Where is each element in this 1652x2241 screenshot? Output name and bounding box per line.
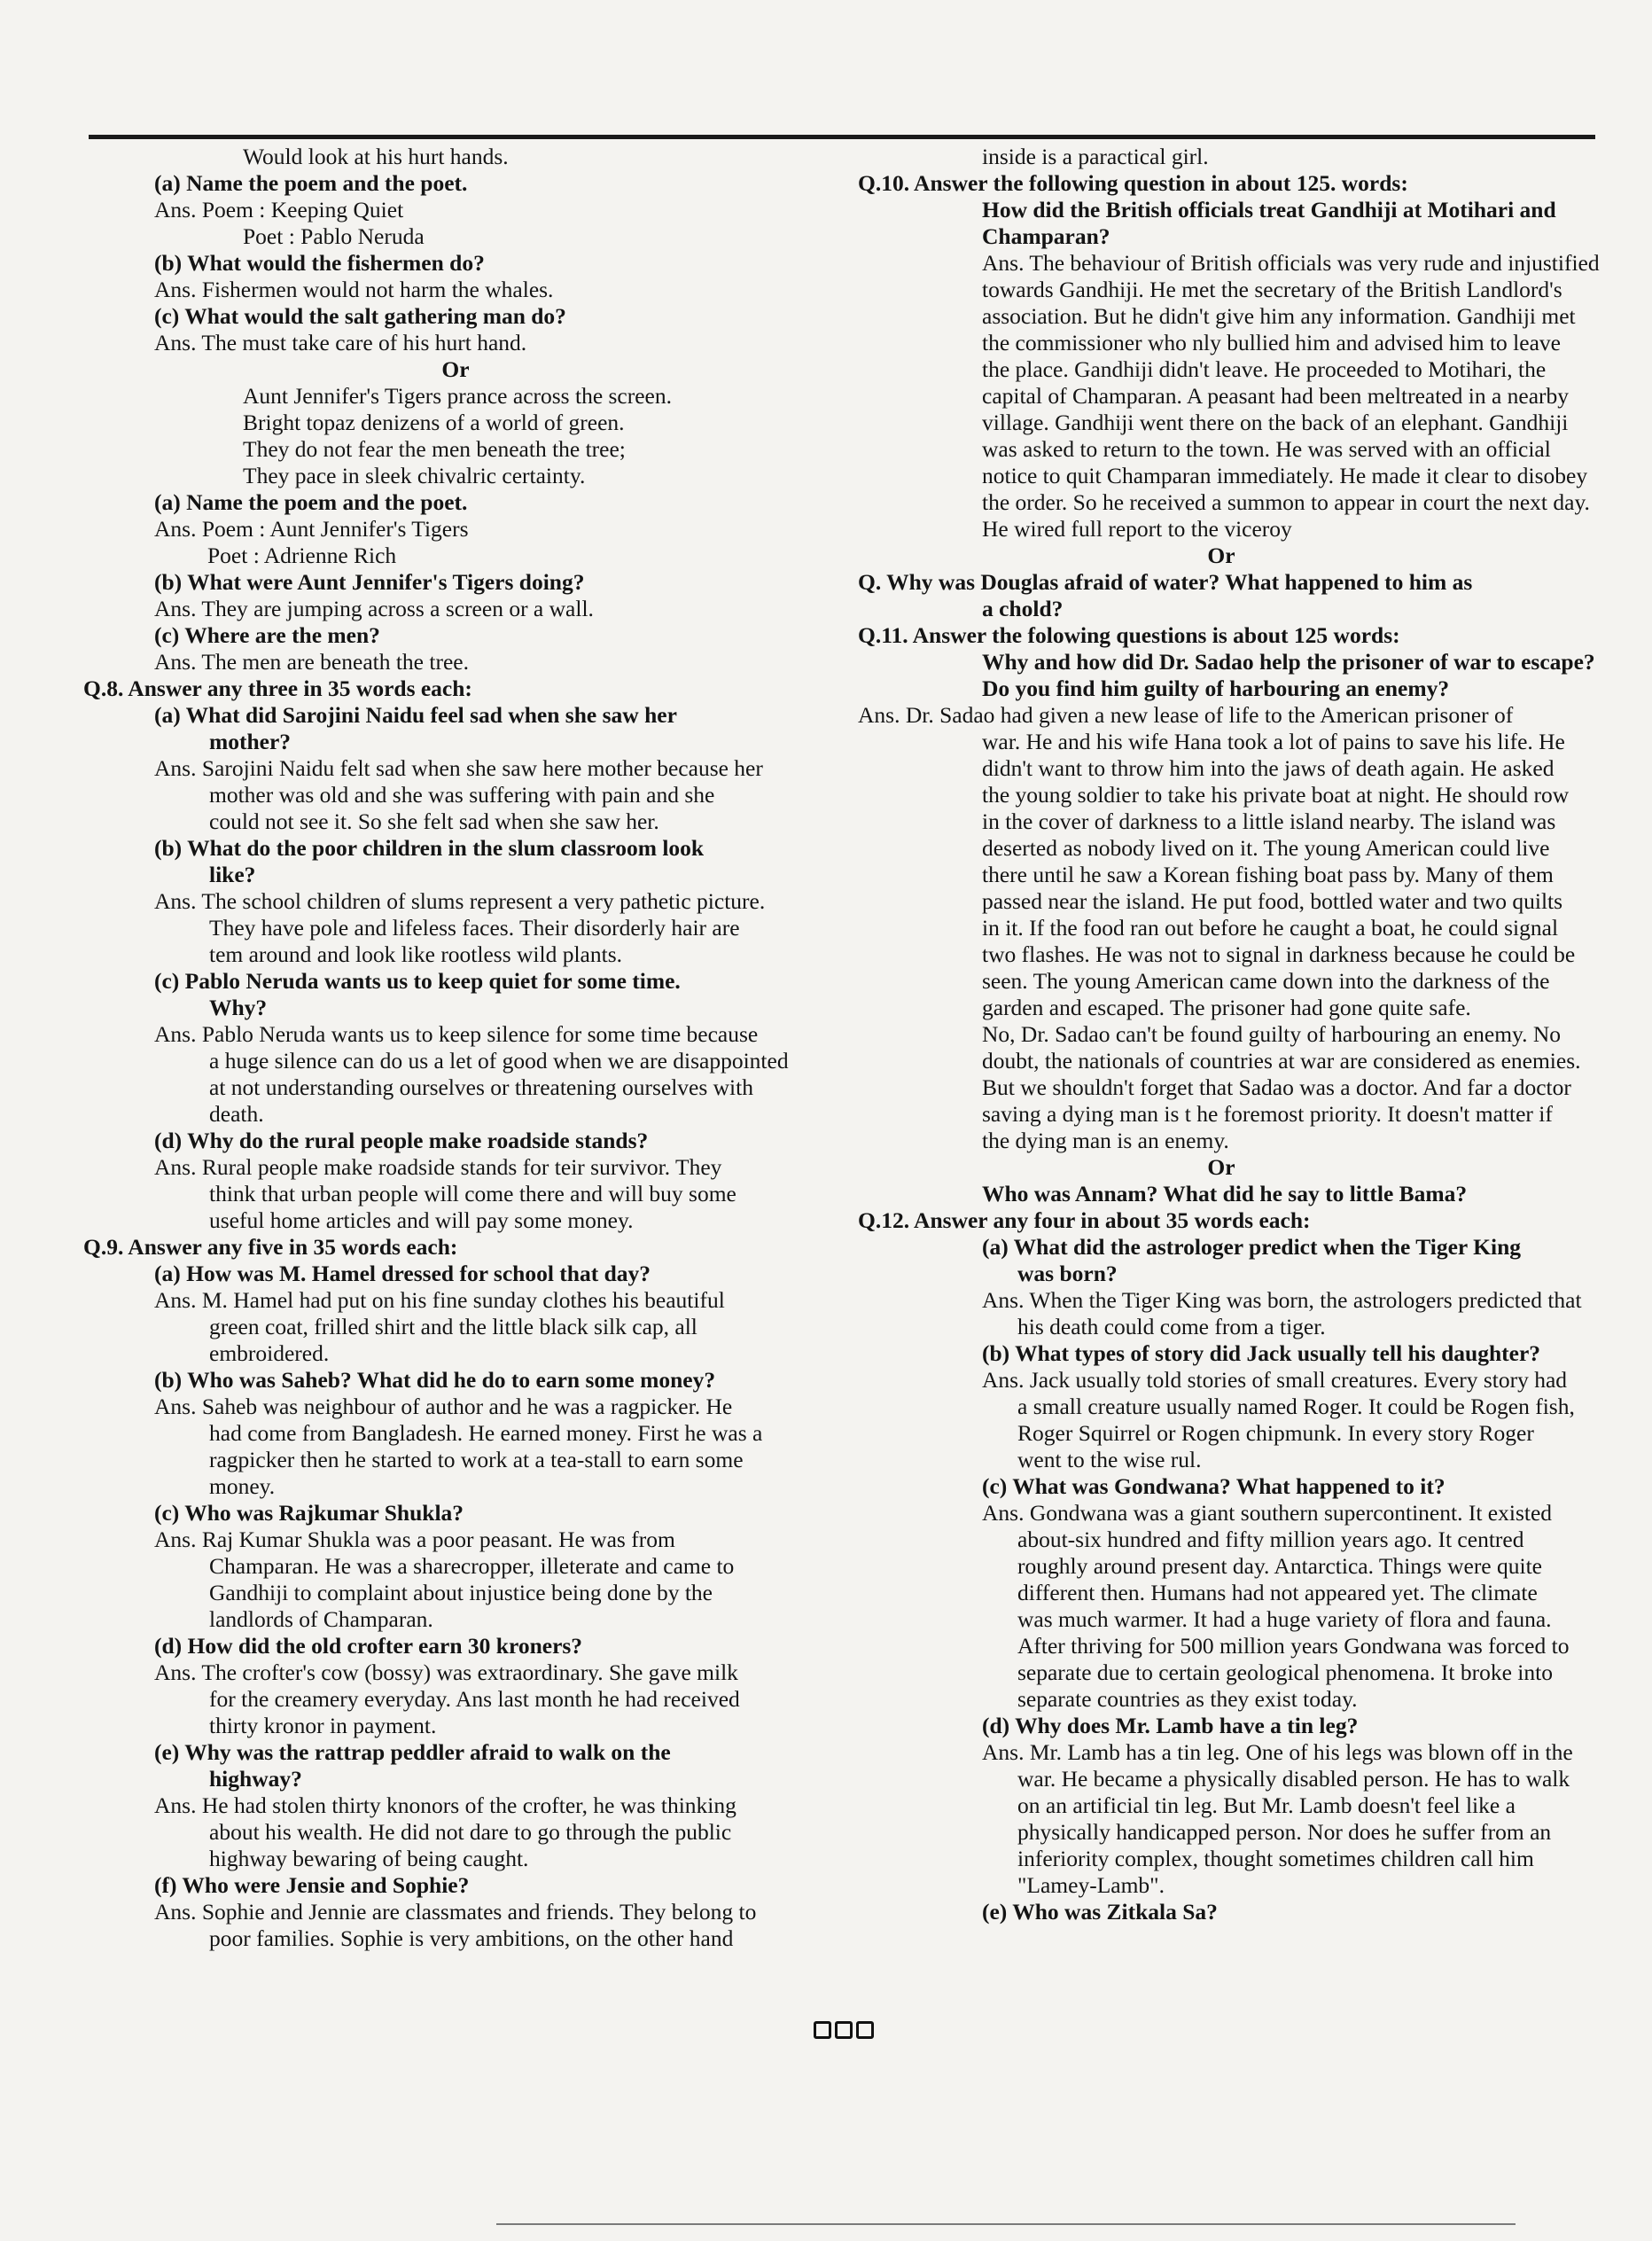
text-line: useful home articles and will pay some money.	[209, 1207, 634, 1233]
text-line: (e) Why was the rattrap peddler afraid to walk on the	[154, 1739, 671, 1765]
text-line: Ans. Poem : Aunt Jennifer's Tigers	[154, 516, 469, 542]
text-line: the commissioner who nly bullied him and advised him to leave	[982, 330, 1561, 355]
text-line: (b) Who was Saheb? What did he do to earn some money?	[154, 1367, 716, 1393]
left-column	[83, 144, 828, 1952]
text-line: landlords of Champaran.	[209, 1606, 433, 1632]
text-line: war. He became a physically disabled person. He has to walk	[1017, 1766, 1570, 1792]
text-line: Ans. Saheb was neighbour of author and he was a ragpicker. He	[154, 1394, 733, 1419]
text-line: association. But he didn't give him any information. Gandhiji met	[982, 303, 1576, 329]
text-line: Champaran. He was a sharecropper, illeterate and came to	[209, 1553, 735, 1579]
text-line: Gandhiji to complaint about injustice being done by the	[209, 1580, 713, 1605]
text-line: embroidered.	[209, 1340, 330, 1366]
text-line: saving a dying man is t he foremost priority. It doesn't matter if	[982, 1101, 1553, 1127]
text-line: a huge silence can do us a let of good when we are disappointed	[209, 1048, 789, 1074]
text-line: two flashes. He was not to signal in darkness because he could be	[982, 941, 1576, 967]
text-line: was asked to return to the town. He was served with an official	[982, 436, 1551, 462]
text-line: a chold?	[982, 596, 1064, 621]
text-line: (c) Pablo Neruda wants us to keep quiet for some time.	[154, 968, 681, 994]
text-line: (d) How did the old crofter earn 30 kroners?	[154, 1633, 583, 1659]
text-line: deserted as nobody lived on it. The young American could live	[982, 835, 1550, 861]
text-line: about his wealth. He did not dare to go through the public	[209, 1819, 732, 1845]
text-line: (a) What did Sarojini Naidu feel sad when she saw her	[154, 702, 677, 728]
text-line: village. Gandhiji went there on the back of an elephant. Gandhiji	[982, 410, 1569, 435]
text-line: (a) Name the poem and the poet.	[154, 489, 468, 515]
text-line: (c) What would the salt gathering man do?	[154, 303, 566, 329]
text-line: He wired full report to the viceroy	[982, 516, 1292, 542]
text-line: But we shouldn't forget that Sadao was a doctor. And far a doctor	[982, 1074, 1571, 1100]
text-line: ragpicker then he started to work at a tea-stall to earn some	[209, 1447, 744, 1472]
text-line: Ans. They are jumping across a screen or a wall.	[154, 596, 594, 621]
text-line: (a) How was M. Hamel dressed for school that day?	[154, 1261, 651, 1286]
text-line: Ans. Dr. Sadao had given a new lease of life to the American prisoner of	[858, 702, 1514, 728]
end-mark	[814, 2021, 874, 2039]
text-line: Ans. The crofter's cow (bossy) was extraordinary. She gave milk	[154, 1659, 738, 1685]
text-line: (c) Where are the men?	[154, 622, 380, 648]
text-line: (c) Who was Rajkumar Shukla?	[154, 1500, 464, 1526]
text-line: physically handicapped person. Nor does he suffer from an	[1017, 1819, 1552, 1845]
text-line: (b) What do the poor children in the slum classroom look	[154, 835, 705, 861]
text-line: the dying man is an enemy.	[982, 1128, 1229, 1153]
text-line: doubt, the nationals of countries at war are considered as enemies.	[982, 1048, 1581, 1074]
text-line: They do not fear the men beneath the tree;	[243, 436, 626, 462]
text-line: Who was Annam? What did he say to little Bama?	[982, 1181, 1468, 1206]
text-line: (b) What were Aunt Jennifer's Tigers doing?	[154, 569, 585, 595]
text-line: went to the wise rul.	[1017, 1447, 1202, 1472]
text-line: Ans. The behaviour of British officials was very rude and injustified	[982, 250, 1600, 276]
text-line: Ans. Sarojini Naidu felt sad when she saw here mother because her	[154, 755, 763, 781]
text-line: Would look at his hurt hands.	[243, 144, 509, 169]
text-line: Ans. Fishermen would not harm the whales.	[154, 277, 554, 302]
text-line: Q.8. Answer any three in 35 words each:	[83, 675, 472, 701]
text-line: (e) Who was Zitkala Sa?	[982, 1899, 1218, 1925]
text-line: (c) What was Gondwana? What happened to it?	[982, 1473, 1446, 1499]
text-line: Ans. Gondwana was a giant southern supercontinent. It existed	[982, 1500, 1553, 1526]
text-line: the order. So he received a summon to appear in court the next day.	[982, 489, 1590, 515]
text-line: Q.12. Answer any four in about 35 words each:	[858, 1207, 1311, 1233]
bottom-rule	[496, 2223, 1516, 2225]
text-line: Ans. Rural people make roadside stands for teir survivor. They	[154, 1154, 722, 1180]
text-line: about-six hundred and fifty million years ago. It centred	[1017, 1527, 1524, 1552]
text-line: Or	[1207, 543, 1235, 568]
text-line: on an artificial tin leg. But Mr. Lamb doesn't feel like a	[1017, 1792, 1516, 1818]
text-line: Why?	[209, 995, 268, 1020]
text-line: roughly around present day. Antarctica. Things were quite	[1017, 1553, 1542, 1579]
text-line: notice to quit Champaran immediately. He made it clear to disobey	[982, 463, 1588, 488]
text-line: Q.9. Answer any five in 35 words each:	[83, 1234, 458, 1260]
text-line: Ans. Mr. Lamb has a tin leg. One of his legs was blown off in the	[982, 1739, 1573, 1765]
text-line: Q.11. Answer the folowing questions is about 125 words:	[858, 622, 1400, 648]
text-line: highway?	[209, 1766, 302, 1792]
text-line: Champaran?	[982, 223, 1110, 249]
text-line: the young soldier to take his private boat at night. He should row	[982, 782, 1570, 808]
text-line: Bright topaz denizens of a world of green.	[243, 410, 625, 435]
text-line: Or	[1207, 1154, 1235, 1180]
text-line: passed near the island. He put food, bottled water and two quilts	[982, 888, 1563, 914]
text-line: for the creamery everyday. Ans last month he had received	[209, 1686, 740, 1712]
text-line: different then. Humans had not appeared yet. The climate	[1017, 1580, 1538, 1605]
right-column	[858, 144, 1600, 1925]
text-line: Ans. Raj Kumar Shukla was a poor peasant. He was from	[154, 1527, 675, 1552]
text-line: was much warmer. It had a huge variety of flora and fauna.	[1017, 1606, 1552, 1632]
text-line: in the cover of darkness to a little island nearby. The island was	[982, 808, 1556, 834]
text-line: at not understanding ourselves or threatening ourselves with	[209, 1074, 753, 1100]
text-line: Ans. Jack usually told stories of small creatures. Every story had	[982, 1367, 1568, 1393]
text-line: in it. If the food ran out before he caught a boat, he could signal	[982, 915, 1559, 941]
text-line: had come from Bangladesh. He earned money. First he was a	[209, 1420, 763, 1446]
text-line: highway bewaring of being caught.	[209, 1846, 529, 1871]
text-line: (b) What types of story did Jack usually tell his daughter?	[982, 1340, 1541, 1366]
text-line: They have pole and lifeless faces. Their disorderly hair are	[209, 915, 740, 941]
text-line: Roger Squirrel or Rogen chipmunk. In every story Roger	[1017, 1420, 1534, 1446]
text-line: the place. Gandhiji didn't leave. He proceeded to Motihari, the	[982, 356, 1547, 382]
text-line: Poet : Adrienne Rich	[207, 543, 397, 568]
text-line: They pace in sleek chivalric certainty.	[243, 463, 586, 488]
text-line: Q.10. Answer the following question in about 125. words:	[858, 170, 1408, 196]
text-line: Q. Why was Douglas afraid of water? What happened to him as	[858, 569, 1473, 595]
text-line: capital of Champaran. A peasant had been meltreated in a nearby	[982, 383, 1570, 409]
text-line: Why and how did Dr. Sadao help the prisoner of war to escape?	[982, 649, 1595, 675]
text-line: towards Gandhiji. He met the secretary of the British Landlord's	[982, 277, 1562, 302]
end-mark-box	[835, 2021, 853, 2039]
text-line: Ans. M. Hamel had put on his fine sunday clothes his beautiful	[154, 1287, 725, 1313]
text-line: mother was old and she was suffering with pain and she	[209, 782, 715, 808]
text-line: Ans. The men are beneath the tree.	[154, 649, 469, 675]
text-line: inside is a paractical girl.	[982, 144, 1209, 169]
text-line: "Lamey-Lamb".	[1017, 1872, 1165, 1898]
text-line: Ans. He had stolen thirty knonors of the crofter, he was thinking	[154, 1792, 736, 1818]
text-line: inferiority complex, thought sometimes children call him	[1017, 1846, 1534, 1871]
text-line: tem around and look like rootless wild plants.	[209, 941, 623, 967]
text-line: was born?	[1017, 1261, 1118, 1286]
text-line: (d) Why do the rural people make roadside stands?	[154, 1128, 649, 1153]
text-line: seen. The young American came down into the darkness of the	[982, 968, 1550, 994]
text-line: separate countries as they exist today.	[1017, 1686, 1358, 1712]
text-line: war. He and his wife Hana took a lot of pains to save his life. He	[982, 729, 1565, 754]
text-line: (d) Why does Mr. Lamb have a tin leg?	[982, 1713, 1359, 1738]
text-line: After thriving for 500 million years Gondwana was forced to	[1017, 1633, 1570, 1659]
text-line: garden and escaped. The prisoner had gone quite safe.	[982, 995, 1471, 1020]
text-line: Ans. Poem : Keeping Quiet	[154, 197, 404, 223]
text-line: think that urban people will come there and will buy some	[209, 1181, 736, 1206]
text-line: Poet : Pablo Neruda	[243, 223, 425, 249]
text-line: Ans. The must take care of his hurt hand.	[154, 330, 527, 355]
end-mark-box	[814, 2021, 831, 2039]
text-line: there until he saw a Korean fishing boat pass by. Many of them	[982, 862, 1554, 887]
text-line: green coat, frilled shirt and the little black silk cap, all	[209, 1314, 697, 1339]
text-line: (a) Name the poem and the poet.	[154, 170, 468, 196]
text-line: How did the British officials treat Gandhiji at Motihari and	[982, 197, 1556, 223]
text-line: a small creature usually named Roger. It could be Rogen fish,	[1017, 1394, 1575, 1419]
text-line: his death could come from a tiger.	[1017, 1314, 1326, 1339]
text-line: Do you find him guilty of harbouring an enemy?	[982, 675, 1450, 701]
text-line: Or	[441, 356, 470, 382]
text-line: Ans. Pablo Neruda wants us to keep silence for some time because	[154, 1021, 759, 1047]
text-line: (b) What would the fishermen do?	[154, 250, 485, 276]
text-line: No, Dr. Sadao can't be found guilty of harbouring an enemy. No	[982, 1021, 1562, 1047]
end-mark-box	[856, 2021, 874, 2039]
text-line: (a) What did the astrologer predict when the Tiger King	[982, 1234, 1522, 1260]
text-line: could not see it. So she felt sad when she saw her.	[209, 808, 659, 834]
text-line: separate due to certain geological phenomena. It broke into	[1017, 1659, 1553, 1685]
top-rule	[89, 135, 1595, 139]
text-line: Aunt Jennifer's Tigers prance across the screen.	[243, 383, 673, 409]
text-line: Ans. The school children of slums represent a very pathetic picture.	[154, 888, 766, 914]
text-line: Ans. When the Tiger King was born, the astrologers predicted that	[982, 1287, 1582, 1313]
text-line: thirty kronor in payment.	[209, 1713, 437, 1738]
text-line: didn't want to throw him into the jaws of death again. He asked	[982, 755, 1555, 781]
text-line: (f) Who were Jensie and Sophie?	[154, 1872, 470, 1898]
text-line: money.	[209, 1473, 276, 1499]
text-line: Ans. Sophie and Jennie are classmates and friends. They belong to	[154, 1899, 757, 1925]
text-line: like?	[209, 862, 256, 887]
text-line: mother?	[209, 729, 292, 754]
text-line: death.	[209, 1101, 264, 1127]
text-line: poor families. Sophie is very ambitions, on the other hand	[209, 1925, 734, 1951]
